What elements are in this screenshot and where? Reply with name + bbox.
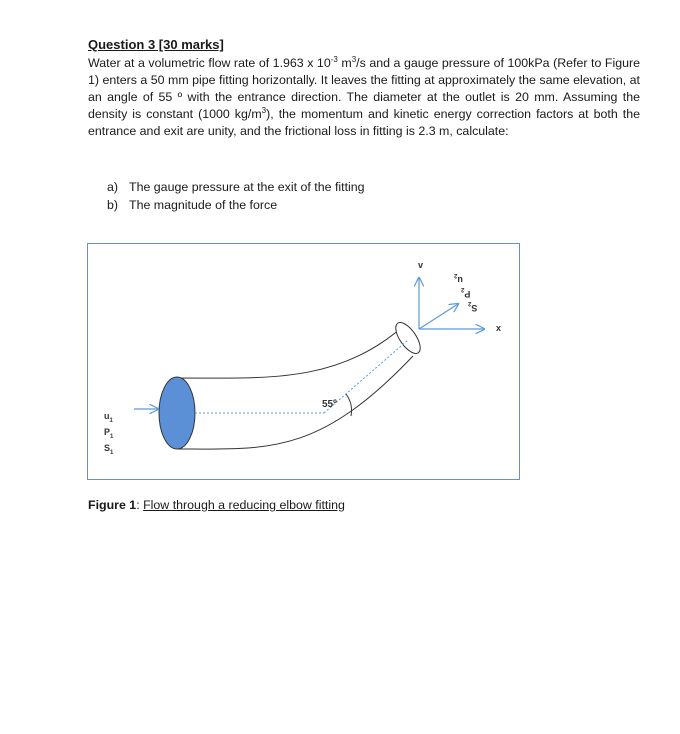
pipe-top-wall bbox=[177, 324, 406, 378]
outlet-area-label: $S_2$ bbox=[468, 300, 478, 313]
figure-caption: Figure 1: Flow through a reducing elbow fitting bbox=[88, 498, 345, 512]
inlet-area-label: $S_1$ bbox=[104, 443, 114, 456]
question-body: Water at a volumetric flow rate of 1.963 x $10^{-3}$ $m^3/s$ and a gauge pressure of 100kPa (Refer to Figure 1) enters a 50 mm pipe fitting horizontally. It leaves the fitting at approximately the same elevation, at an angle of 55 º with the entrance direction. The diameter at the outlet is 20 mm. Assuming the density is constant (1000 $kg/m^3$), the momentum and kinetic energy correction factors at both the entrance and exit are unity, and the frictional loss in fitting is 2.3 m, calculate: bbox=[88, 54, 641, 139]
angle-label: 55º bbox=[322, 399, 337, 410]
inlet-pressure-label: $P_1$ bbox=[104, 427, 114, 440]
figure-1-diagram bbox=[87, 243, 520, 480]
x-axis-label: x bbox=[496, 323, 502, 333]
item-b: b) The magnitude of the force bbox=[107, 197, 278, 212]
outlet-pressure-label: $P_2$ bbox=[461, 286, 471, 299]
item-a: a) The gauge pressure at the exit of the fitting bbox=[107, 180, 365, 194]
y-axis-label: v bbox=[418, 260, 424, 270]
outlet-flow-arrow bbox=[419, 304, 458, 329]
outlet-velocity-label: $u_2$ bbox=[454, 272, 463, 285]
inlet-velocity-label: $u_1$ bbox=[104, 411, 113, 424]
pipe-bottom-wall bbox=[177, 356, 413, 449]
question-title: Question 3 [30 marks] bbox=[88, 37, 224, 52]
question-items bbox=[107, 179, 365, 214]
outlet-cross-section bbox=[391, 319, 425, 358]
inlet-cross-section bbox=[159, 377, 195, 449]
